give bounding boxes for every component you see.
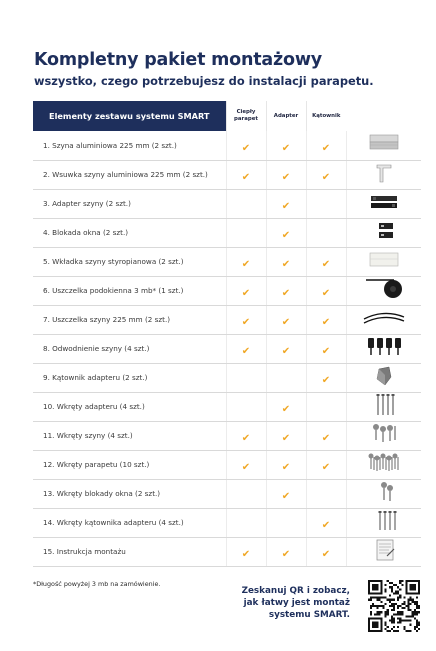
- checkmark-icon: ✔: [321, 520, 331, 531]
- table-row: [33, 508, 421, 537]
- item-name: 4. Blokada okna (2 szt.): [33, 218, 226, 247]
- checkmark-icon: ✔: [241, 259, 251, 270]
- check-cell: [226, 479, 266, 508]
- item-name: 3. Adapter szyny (2 szt.): [33, 189, 226, 218]
- item-name: 13. Wkręty blokady okna (2 szt.): [33, 479, 226, 508]
- adapter-screws-icon: [367, 393, 401, 421]
- check-cell: [266, 421, 306, 450]
- page-title: Kompletny pakiet montażowy: [34, 50, 323, 70]
- checkmark-icon: ✔: [241, 346, 251, 357]
- checkmark-icon: ✔: [281, 317, 291, 328]
- check-cell: [266, 363, 306, 392]
- table-row: [33, 247, 421, 276]
- column-header-katownik: Kątownik: [306, 101, 346, 131]
- window-lock-icon: [367, 220, 401, 246]
- qr-caption-line: systemu SMART.: [268, 610, 350, 620]
- checkmark-icon: ✔: [281, 201, 291, 212]
- check-cell: [266, 218, 306, 247]
- checkmark-icon: ✔: [241, 433, 251, 444]
- check-cell: [266, 305, 306, 334]
- check-cell: [226, 189, 266, 218]
- item-image-cell: [346, 247, 421, 276]
- table-row: [33, 131, 421, 160]
- item-image-cell: [346, 421, 421, 450]
- table-row: [33, 363, 421, 392]
- checkmark-icon: ✔: [241, 549, 251, 560]
- checkmark-icon: ✔: [281, 259, 291, 270]
- check-cell: [306, 334, 346, 363]
- qr-code-icon[interactable]: [368, 580, 420, 632]
- check-cell: [226, 276, 266, 305]
- check-cell: [266, 276, 306, 305]
- table-row: [33, 334, 421, 363]
- item-image-cell: [346, 276, 421, 305]
- checkmark-icon: ✔: [281, 346, 291, 357]
- check-cell: [226, 421, 266, 450]
- check-cell: [306, 131, 346, 160]
- page-subtitle: wszystko, czego potrzebujesz do instalacji parapetu.: [34, 74, 374, 88]
- kit-contents-table: [33, 101, 421, 567]
- sill-gasket-icon: [364, 277, 404, 305]
- item-name: 9. Kątownik adapteru (2 szt.): [33, 363, 226, 392]
- item-name: 11. Wkręty szyny (4 szt.): [33, 421, 226, 450]
- item-image-cell: [346, 392, 421, 421]
- checkmark-icon: ✔: [321, 346, 331, 357]
- item-image-cell: [346, 131, 421, 160]
- angle-bracket-icon: [367, 365, 401, 391]
- check-cell: [306, 218, 346, 247]
- instruction-icon: [367, 538, 401, 566]
- qr-caption-line: jak łatwy jest montaż: [243, 598, 350, 608]
- check-cell: [266, 131, 306, 160]
- checkmark-icon: ✔: [321, 433, 331, 444]
- check-cell: [266, 334, 306, 363]
- item-image-cell: [346, 334, 421, 363]
- checkmark-icon: ✔: [321, 259, 331, 270]
- check-cell: [266, 392, 306, 421]
- checkmark-icon: ✔: [321, 288, 331, 299]
- checkmark-icon: ✔: [241, 317, 251, 328]
- checkmark-icon: ✔: [321, 317, 331, 328]
- table-row: [33, 537, 421, 566]
- bracket-screws-icon: [367, 509, 401, 537]
- check-cell: [226, 537, 266, 566]
- item-name: 5. Wkładka szyny styropianowa (2 szt.): [33, 247, 226, 276]
- item-image-cell: [346, 218, 421, 247]
- check-cell: [306, 508, 346, 537]
- checkmark-icon: ✔: [281, 230, 291, 241]
- check-cell: [306, 421, 346, 450]
- check-cell: [226, 363, 266, 392]
- column-header-cieply-parapet: Ciepły parapet: [226, 101, 266, 131]
- table-row: [33, 450, 421, 479]
- checkmark-icon: ✔: [321, 549, 331, 560]
- check-cell: [226, 247, 266, 276]
- column-header-image: [346, 101, 421, 131]
- check-cell: [266, 160, 306, 189]
- check-cell: [306, 450, 346, 479]
- item-name: 8. Odwodnienie szyny (4 szt.): [33, 334, 226, 363]
- checkmark-icon: ✔: [321, 142, 331, 154]
- check-cell: [306, 392, 346, 421]
- footnote: *Długość powyżej 3 mb na zamówienie.: [33, 580, 161, 588]
- checkmark-icon: ✔: [241, 462, 251, 473]
- check-cell: [306, 247, 346, 276]
- item-image-cell: [346, 479, 421, 508]
- sill-screws-icon: [365, 451, 403, 479]
- check-cell: [226, 392, 266, 421]
- check-cell: [306, 160, 346, 189]
- item-image-cell: [346, 363, 421, 392]
- item-name: 12. Wkręty parapetu (10 szt.): [33, 450, 226, 479]
- checkmark-icon: ✔: [281, 404, 291, 415]
- item-image-cell: [346, 189, 421, 218]
- item-image-cell: [346, 508, 421, 537]
- checkmark-icon: ✔: [281, 462, 291, 473]
- check-cell: [226, 508, 266, 537]
- item-name: 14. Wkręty kątownika adapteru (4 szt.): [33, 508, 226, 537]
- checkmark-icon: ✔: [281, 288, 291, 299]
- checkmark-icon: ✔: [241, 142, 251, 154]
- checkmark-icon: ✔: [241, 288, 251, 299]
- item-name: 6. Uszczelka podokienna 3 mb* (1 szt.): [33, 276, 226, 305]
- check-cell: [266, 247, 306, 276]
- item-image-cell: [346, 305, 421, 334]
- rail-gasket-icon: [362, 307, 406, 333]
- item-image-cell: [346, 537, 421, 566]
- table-row: [33, 421, 421, 450]
- item-name: 2. Wsuwka szyny aluminiowa 225 mm (2 szt.): [33, 160, 226, 189]
- check-cell: [266, 537, 306, 566]
- table-row: [33, 479, 421, 508]
- check-cell: [226, 305, 266, 334]
- check-cell: [226, 450, 266, 479]
- rail-adapter-icon: [367, 192, 401, 216]
- rail-icon: [367, 133, 401, 157]
- check-cell: [226, 131, 266, 160]
- rail-insert-icon: [367, 162, 401, 188]
- item-name: 7. Uszczelka szyny 225 mm (2 szt.): [33, 305, 226, 334]
- table-row: [33, 160, 421, 189]
- table-row: [33, 392, 421, 421]
- check-cell: [306, 363, 346, 392]
- check-cell: [266, 189, 306, 218]
- checkmark-icon: ✔: [241, 172, 251, 183]
- table-row: [33, 305, 421, 334]
- qr-caption: [242, 585, 350, 621]
- qr-caption-line: Zeskanuj QR i zobacz,: [241, 586, 350, 596]
- checkmark-icon: ✔: [281, 433, 291, 444]
- check-cell: [306, 479, 346, 508]
- checkmark-icon: ✔: [281, 172, 291, 183]
- item-image-cell: [346, 450, 421, 479]
- check-cell: [266, 450, 306, 479]
- table-heading: Elementy zestawu systemu SMART: [33, 101, 226, 131]
- table-header-row: [33, 101, 421, 131]
- lock-screws-icon: [367, 480, 401, 508]
- rail-screws-icon: [367, 422, 401, 450]
- checkmark-icon: ✔: [321, 375, 331, 386]
- check-cell: [266, 479, 306, 508]
- checkmark-icon: ✔: [321, 462, 331, 473]
- item-name: 15. Instrukcja montażu: [33, 537, 226, 566]
- item-name: 10. Wkręty adapteru (4 szt.): [33, 392, 226, 421]
- check-cell: [306, 189, 346, 218]
- check-cell: [306, 305, 346, 334]
- drainage-icon: [364, 335, 404, 363]
- check-cell: [226, 218, 266, 247]
- checkmark-icon: ✔: [281, 549, 291, 560]
- foam-insert-icon: [367, 250, 401, 274]
- check-cell: [266, 508, 306, 537]
- check-cell: [306, 537, 346, 566]
- check-cell: [226, 160, 266, 189]
- item-image-cell: [346, 160, 421, 189]
- checkmark-icon: ✔: [281, 491, 291, 502]
- table-body: [33, 131, 421, 566]
- checkmark-icon: ✔: [321, 172, 331, 183]
- column-header-adapter: Adapter: [266, 101, 306, 131]
- checkmark-icon: ✔: [281, 142, 291, 154]
- table-row: [33, 189, 421, 218]
- check-cell: [306, 276, 346, 305]
- check-cell: [226, 334, 266, 363]
- table-row: [33, 276, 421, 305]
- table-row: [33, 218, 421, 247]
- item-name: 1. Szyna aluminiowa 225 mm (2 szt.): [33, 131, 226, 160]
